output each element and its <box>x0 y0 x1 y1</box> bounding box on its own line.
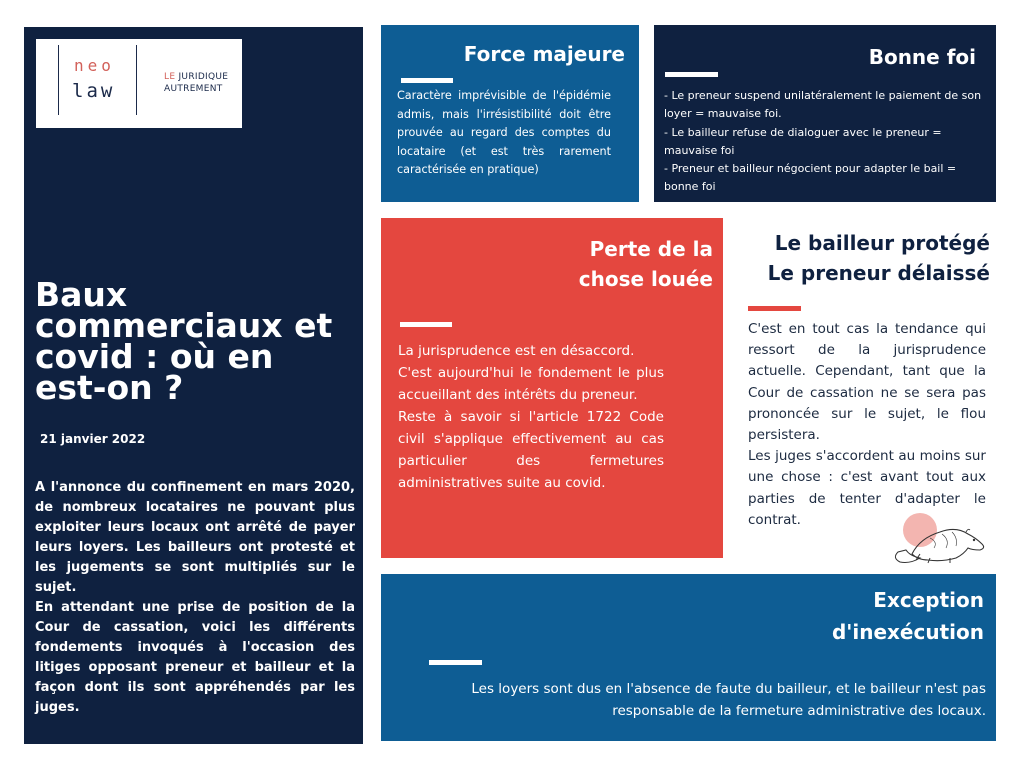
perte-chose-louee-panel <box>381 218 723 558</box>
list-item: - Le preneur suspend unilatéralement le paiement de son loyer = mauvaise foi. <box>664 89 982 121</box>
panel-text: Caractère imprévisible de l'épidémie admis, mais l'irrésistibilité doit être prouvée au regard des comptes du locataire (et est très rarement caractérisée en pratique) <box>397 89 611 176</box>
paragraph: La jurisprudence est en désaccord. <box>398 343 635 359</box>
bonne-foi-panel <box>654 25 996 202</box>
logo-divider <box>58 45 59 115</box>
panel-text: Les loyers sont dus en l'absence de faute du bailleur, et le bailleur n'est pas responsable de la fermeture administrative des locaux. <box>471 681 986 719</box>
panel-title: Bonne foi <box>868 45 976 69</box>
panel-text <box>748 319 986 531</box>
logo-tagline-rest: JURIDIQUE <box>175 72 229 82</box>
logo-text-law: law <box>72 80 116 102</box>
publication-date: 21 janvier 2022 <box>40 432 146 446</box>
panel-title <box>579 234 713 294</box>
panel-text <box>398 340 664 494</box>
paragraph: C'est en tout cas la tendance qui ressort de la jurisprudence actuelle. Cependant, tant que la Cour de cassation ne se sera pas prononcée sur le sujet, le flou persistera. <box>748 321 986 444</box>
panel-title-line: Le bailleur protégé <box>774 231 990 255</box>
title-underline <box>400 322 452 327</box>
intro-panel <box>24 27 363 744</box>
paragraph: C'est aujourd'hui le fondement le plus accueillant des intérêts du preneur. <box>398 365 664 403</box>
panel-title-line: d'inexécution <box>831 620 984 644</box>
logo-text-neo: neo <box>74 56 115 75</box>
logo-tagline-line2: AUTREMENT <box>164 84 223 94</box>
exception-inexecution-panel <box>381 574 996 741</box>
logo-tagline <box>164 72 228 82</box>
bailleur-protege-panel <box>740 218 996 558</box>
intro-text <box>35 478 355 718</box>
paragraph: Les juges s'accordent au moins sur une chose : c'est avant tout aux parties de tenter d'adapter le contrat. <box>748 448 986 528</box>
panel-title <box>768 228 990 288</box>
page-title: Baux commerciaux et covid : où en est-on ? <box>35 275 333 407</box>
panel-title-line: chose louée <box>578 267 713 291</box>
panel-title-line: Exception <box>873 588 984 612</box>
logo-divider <box>136 45 137 115</box>
panel-title-line: Le preneur délaissé <box>767 261 990 285</box>
panel-title-line: Perte de la <box>589 237 713 261</box>
logo-tagline-le: LE <box>164 72 176 82</box>
intro-paragraph: En attendant une prise de position de la Cour de cassation, voici les différents fondements invoqués à l'occasion des litiges opposant preneur et bailleur et la façon dont ils sont appréhendés par les juges. <box>35 600 355 715</box>
panel-text <box>664 87 982 197</box>
title-underline <box>665 72 718 77</box>
beaver-illustration-icon <box>890 508 990 564</box>
panel-title: Force majeure <box>463 42 625 66</box>
neolaw-logo <box>36 39 242 128</box>
paragraph: Reste à savoir si l'article 1722 Code civil s'applique effectivement au cas particulier des fermetures administratives suite au covid. <box>398 409 664 491</box>
title-underline <box>429 660 482 665</box>
title-underline <box>748 306 801 311</box>
list-item: - Preneur et bailleur négocient pour adapter le bail = bonne foi <box>664 162 957 194</box>
panel-title <box>832 584 984 648</box>
title-underline <box>401 78 453 83</box>
list-item: - Le bailleur refuse de dialoguer avec le preneur = mauvaise foi <box>664 125 942 157</box>
intro-paragraph: A l'annonce du confinement en mars 2020, de nombreux locataires ne pouvant plus exploiter leurs locaux ont arrêté de payer leurs loyers. Les bailleurs ont protesté et les jugements se sont multipliés sur le sujet. <box>35 480 355 595</box>
force-majeure-panel <box>381 25 639 202</box>
